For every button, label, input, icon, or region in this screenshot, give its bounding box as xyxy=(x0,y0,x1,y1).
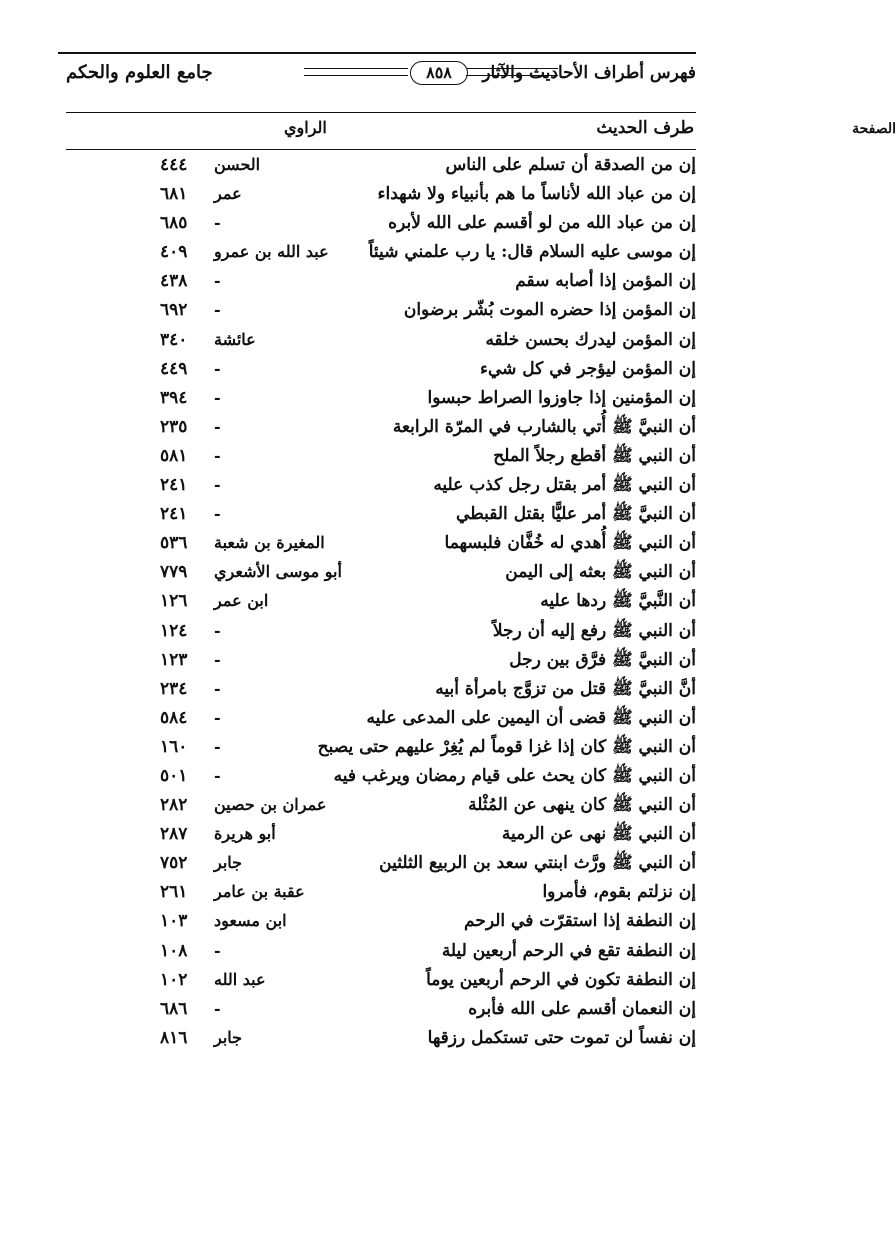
page-reference: ٢٨٧ xyxy=(160,824,188,845)
narrator-name: أبو هريرة xyxy=(214,824,276,844)
index-entry-row xyxy=(0,703,750,732)
book-title: جامع العلوم والحكم xyxy=(66,62,213,83)
index-entry-row xyxy=(0,965,750,994)
hadith-text: أن النبي ﷺ أقطع رجلاً الملح xyxy=(493,445,696,466)
narrator-name: - xyxy=(214,940,221,960)
page-reference: ٧٧٩ xyxy=(160,562,188,583)
hadith-text: إن موسى عليه السلام قال: يا رب علمني شيئاً xyxy=(368,242,696,263)
hadith-text: أن النبيَّ ﷺ أمر عليًّا بقتل القبطي xyxy=(456,504,696,525)
hadith-text: أن النبيَّ ﷺ أُتي بالشارب في المرّة الرابعة xyxy=(392,416,696,437)
narrator-name: عمر xyxy=(214,184,242,204)
page-reference: ٢٤١ xyxy=(160,504,188,525)
narrator-name: - xyxy=(214,387,221,407)
hadith-text: أن النبيَّ ﷺ فرَّق بين رجل xyxy=(509,649,696,670)
narrator-name: - xyxy=(214,445,221,465)
index-entry-row xyxy=(0,383,750,412)
header-ornament-line-right xyxy=(466,68,558,76)
hadith-text: إن المؤمن ليدرك بحسن خلقه xyxy=(485,329,696,350)
hadith-text: إن النطفة إذا استقرّت في الرحم xyxy=(464,911,696,932)
narrator-name: - xyxy=(214,678,221,698)
page-reference: ١٠٣ xyxy=(160,911,188,932)
hadith-text: أن النبي ﷺ نهى عن الرمية xyxy=(501,824,696,845)
index-entry-row xyxy=(0,295,750,324)
index-entry-row xyxy=(0,877,750,906)
index-entry-row xyxy=(0,266,750,295)
narrator-name: - xyxy=(214,736,221,756)
hadith-text: أن النبي ﷺ قضى أن اليمين على المدعى عليه xyxy=(366,707,696,728)
page-reference: ٤٤٩ xyxy=(160,358,188,379)
page-reference: ٤٣٨ xyxy=(160,271,188,292)
header-ornament-line-left xyxy=(304,68,408,76)
hadith-text: أن النبي ﷺ كان ينهى عن المُثْلة xyxy=(468,795,696,816)
index-entry-row xyxy=(0,1023,750,1052)
page-reference: ٤٤٤ xyxy=(160,155,188,175)
hadith-text: أن النبي ﷺ أُهدي له خُفَّان فلبسهما xyxy=(444,533,696,554)
hadith-text: إن نزلتم بقوم، فأمروا xyxy=(542,882,696,903)
index-entry-row xyxy=(0,645,750,674)
page-reference: ٦٨٦ xyxy=(160,998,188,1019)
index-entry-row xyxy=(0,354,750,383)
page-reference: ١٦٠ xyxy=(160,736,188,757)
narrator-name: أبو موسى الأشعري xyxy=(214,562,342,582)
page-reference: ٦٨٥ xyxy=(160,213,188,234)
index-entries xyxy=(0,150,750,1052)
narrator-name: جابر xyxy=(214,853,243,873)
narrator-name: - xyxy=(214,213,221,233)
narrator-name: - xyxy=(214,998,221,1018)
hadith-text: أن النبي ﷺ أمر بقتل رجل كذب عليه xyxy=(433,475,696,496)
page-reference: ١٠٢ xyxy=(160,969,188,990)
narrator-name: عقبة بن عامر xyxy=(214,882,305,902)
narrator-name: عبد الله بن عمرو xyxy=(214,242,329,262)
narrator-name: - xyxy=(214,300,221,320)
hadith-text: إن المؤمنين إذا جاوزوا الصراط حبسوا xyxy=(427,387,696,408)
index-entry-row xyxy=(0,528,750,557)
index-entry-row xyxy=(0,936,750,965)
hadith-text: أنَّ النبيَّ ﷺ قتل من تزوَّج بامرأة أبيه xyxy=(435,678,696,699)
index-entry-row xyxy=(0,906,750,935)
page-reference: ٧٥٢ xyxy=(160,853,188,874)
index-entry-row xyxy=(0,790,750,819)
index-entry-row xyxy=(0,470,750,499)
narrator-name: - xyxy=(214,504,221,524)
narrator-name: - xyxy=(214,271,221,291)
narrator-name: ابن مسعود xyxy=(214,911,287,931)
index-entry-row xyxy=(0,819,750,848)
column-header-page: الصفحة xyxy=(852,121,896,137)
page-reference: ٥٠١ xyxy=(160,765,188,786)
index-entry-row xyxy=(0,616,750,645)
hadith-text: إن نفساً لن تموت حتى تستكمل رزقها xyxy=(427,1027,696,1048)
narrator-name: جابر xyxy=(214,1027,243,1047)
index-entry-row xyxy=(0,325,750,354)
column-header-narrator: الراوي xyxy=(284,118,327,137)
narrator-name: - xyxy=(214,649,221,669)
page-reference: ٥٨٤ xyxy=(160,707,188,728)
page-reference: ١٢٣ xyxy=(160,649,188,670)
narrator-name: - xyxy=(214,707,221,727)
index-entry-row xyxy=(0,237,750,266)
page-reference: ٥٣٦ xyxy=(160,533,188,554)
page-number: ٨٥٨ xyxy=(410,61,468,85)
index-entry-row xyxy=(0,994,750,1023)
narrator-name: - xyxy=(214,358,221,378)
page-reference: ٤٠٩ xyxy=(160,242,188,263)
narrator-name: عبد الله xyxy=(214,969,266,989)
page-reference: ٢٦١ xyxy=(160,882,188,903)
index-entry-row xyxy=(0,586,750,615)
narrator-name: - xyxy=(214,620,221,640)
running-header xyxy=(58,52,696,92)
narrator-name: الحسن xyxy=(214,155,261,174)
narrator-name: - xyxy=(214,475,221,495)
page-reference: ٥٨١ xyxy=(160,445,188,466)
page-reference: ٦٩٢ xyxy=(160,300,188,321)
hadith-text: أن النبي ﷺ بعثه إلى اليمن xyxy=(505,562,696,583)
index-entry-row xyxy=(0,208,750,237)
narrator-name: المغيرة بن شعبة xyxy=(214,533,325,553)
hadith-text: إن النطفة تقع في الرحم أربعين ليلة xyxy=(441,940,696,961)
page-reference: ١٠٨ xyxy=(160,940,188,961)
page-reference: ١٢٦ xyxy=(160,591,188,612)
page-reference: ٨١٦ xyxy=(160,1027,188,1048)
hadith-text: إن النطفة تكون في الرحم أربعين يوماً xyxy=(426,969,696,990)
page-reference: ٦٨١ xyxy=(160,184,188,205)
hadith-text: أن النبي ﷺ ورَّث ابنتي سعد بن الربيع الثلثين xyxy=(379,853,696,874)
hadith-text: إن المؤمن إذا حضره الموت بُشّر برضوان xyxy=(403,300,696,321)
page-reference: ١٢٤ xyxy=(160,620,188,641)
narrator-name: عمران بن حصين xyxy=(214,795,327,815)
hadith-text: أن النبي ﷺ كان إذا غزا قوماً لم يُغِرْ عليهم حتى يصبح xyxy=(317,736,696,757)
index-title: فهرس أطراف الأحاديث والآثار xyxy=(482,63,696,83)
hadith-text: إن النعمان أقسم على الله فأبره xyxy=(468,998,696,1019)
hadith-text: إن المؤمن ليؤجر في كل شيء xyxy=(479,358,696,379)
hadith-text: إن المؤمن إذا أصابه سقم xyxy=(515,271,696,292)
index-entry-row xyxy=(0,848,750,877)
page-reference: ٢٨٢ xyxy=(160,795,188,816)
column-headers xyxy=(66,112,896,150)
index-entry-row xyxy=(0,150,750,179)
page-reference: ٢٣٤ xyxy=(160,678,188,699)
page-reference: ٣٩٤ xyxy=(160,387,188,408)
column-header-hadith: طرف الحديث xyxy=(596,118,694,138)
narrator-name: ابن عمر xyxy=(214,591,269,611)
hadith-text: أن النَّبيَّ ﷺ ردها عليه xyxy=(540,591,696,612)
index-entry-row xyxy=(0,732,750,761)
hadith-text: إن من عباد الله لأناساً ما هم بأنبياء ولا شهداء xyxy=(377,184,696,205)
page-reference: ٣٤٠ xyxy=(160,329,188,350)
hadith-text: أن النبي ﷺ كان يحث على قيام رمضان ويرغب فيه xyxy=(333,765,696,786)
header-top-rule xyxy=(58,52,696,54)
index-entry-row xyxy=(0,761,750,790)
page-reference: ٢٤١ xyxy=(160,475,188,496)
index-entry-row xyxy=(0,557,750,586)
hadith-text: إن من الصدقة أن تسلم على الناس xyxy=(445,155,696,175)
index-entry-row xyxy=(0,441,750,470)
hadith-text: إن من عباد الله من لو أقسم على الله لأبره xyxy=(388,213,696,234)
index-entry-row xyxy=(0,499,750,528)
page-reference: ٢٣٥ xyxy=(160,416,188,437)
index-entry-row xyxy=(0,674,750,703)
narrator-name: - xyxy=(214,416,221,436)
narrator-name: عائشة xyxy=(214,329,256,349)
index-entry-row xyxy=(0,412,750,441)
hadith-text: أن النبي ﷺ رفع إليه أن رجلاً xyxy=(492,620,696,641)
index-entry-row xyxy=(0,179,750,208)
narrator-name: - xyxy=(214,765,221,785)
